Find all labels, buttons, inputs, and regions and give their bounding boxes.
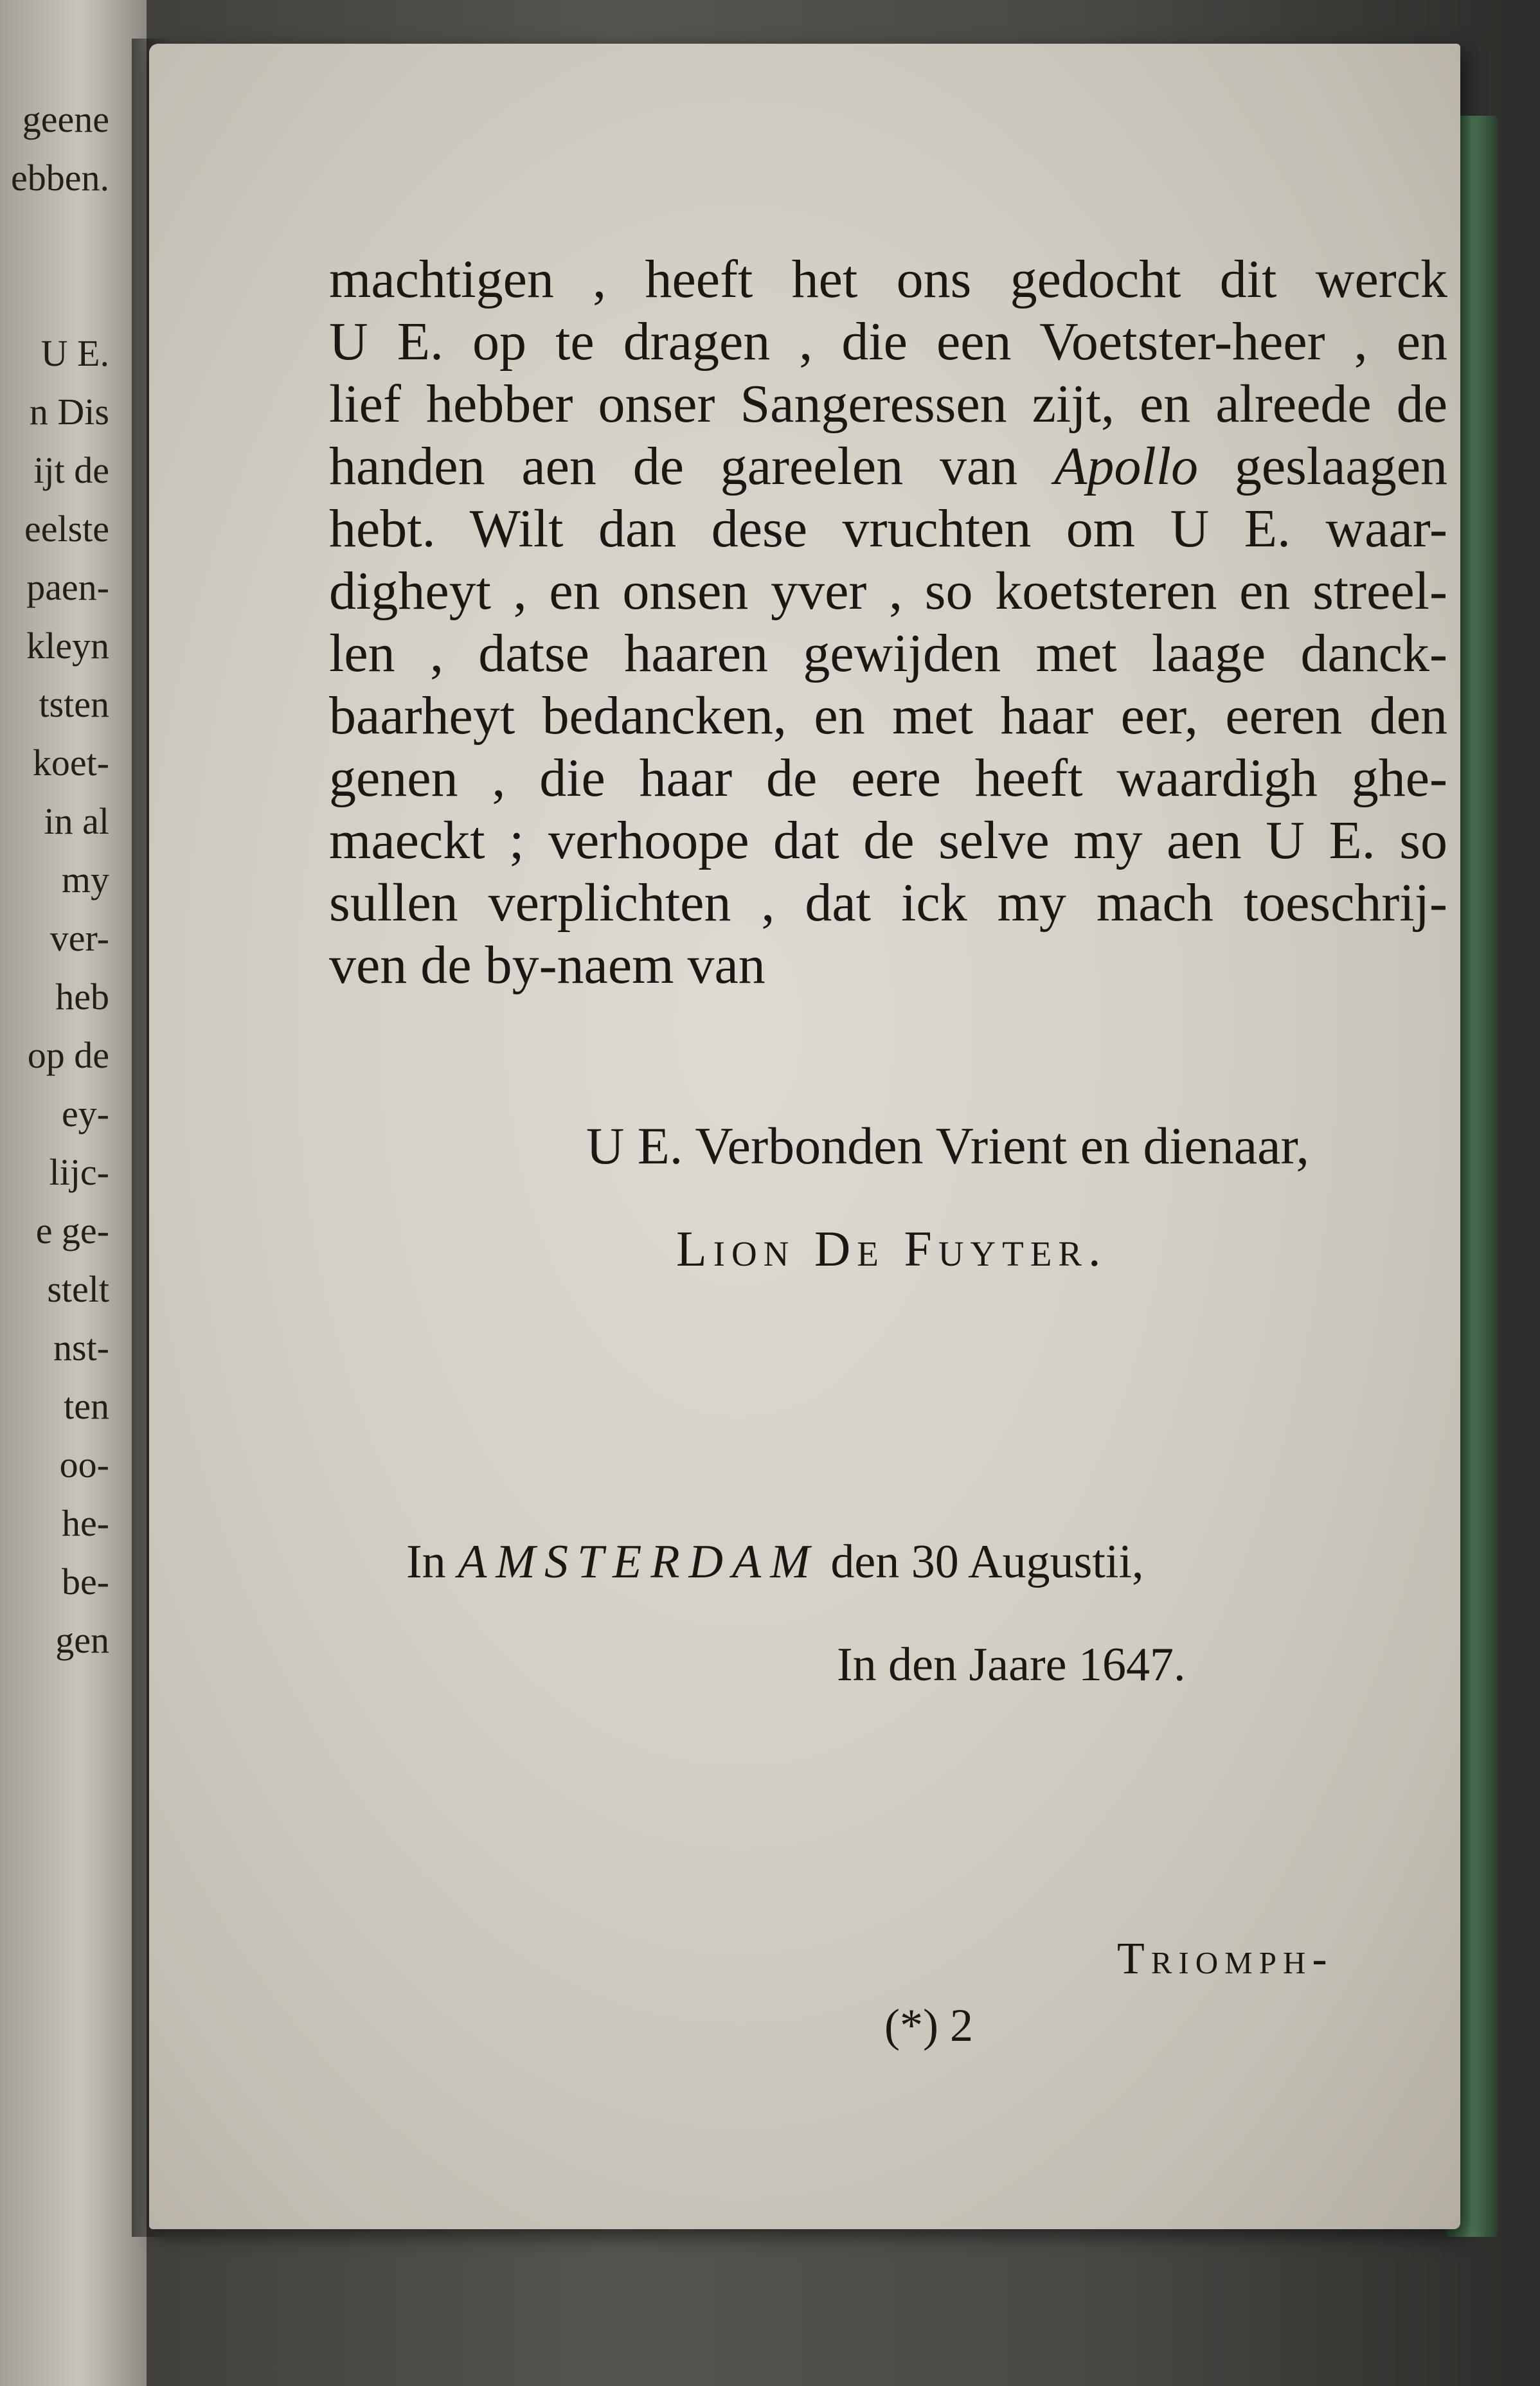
- text-line: sullen verplichten , dat ick my mach toeschrij-: [329, 873, 1447, 933]
- left-page-line: U E.: [40, 332, 109, 374]
- signature-mark: (*) 2: [884, 2000, 973, 2051]
- text-line: ven de by-naem van: [329, 935, 766, 995]
- author-name: Lion De Fuyter.: [676, 1221, 1107, 1277]
- left-page-line: [0, 207, 147, 265]
- left-page-line: ten: [64, 1385, 109, 1427]
- dedication-text: [329, 248, 1447, 996]
- italic-name: Apollo: [1054, 436, 1199, 496]
- left-page-line: [0, 265, 147, 324]
- left-page-line: geene: [22, 98, 109, 140]
- left-page-line: he-: [61, 1502, 109, 1544]
- left-page-line: ey-: [61, 1093, 109, 1135]
- left-page-line: kleyn: [26, 625, 109, 667]
- left-page-line: n Dis: [29, 391, 109, 433]
- text-line: machtigen , heeft het ons gedocht dit werck: [329, 249, 1447, 309]
- left-page-line: my: [61, 859, 109, 901]
- left-page-line: e ge-: [35, 1210, 109, 1251]
- left-page-line: lijc-: [49, 1151, 109, 1193]
- left-facing-page: [0, 0, 147, 2386]
- text-line: U E. op te dragen , die een Voetster-heer , en: [329, 312, 1447, 372]
- left-page-line: oo-: [59, 1444, 109, 1485]
- dateline-date: den 30 Augustii,: [830, 1536, 1144, 1588]
- place-name: AMSTERDAM: [458, 1536, 819, 1588]
- text-line: maeckt ; verhoope dat de selve my aen U E. so: [329, 811, 1447, 870]
- text-line: len , datse haaren gewijden met laage danck-: [329, 623, 1447, 683]
- text-line: digheyt , en onsen yver , so koetsteren en streel-: [329, 561, 1447, 621]
- text-line: genen , die haar de eere heeft waardigh ghe-: [329, 748, 1447, 808]
- left-page-line: be-: [61, 1561, 109, 1602]
- left-page-line: heb: [55, 976, 109, 1018]
- text-line: baarheyt bedancken, en met haar eer, eeren den: [329, 686, 1447, 746]
- left-page-line: stelt: [47, 1268, 109, 1310]
- dateline-year: In den Jaare 1647.: [837, 1638, 1186, 1691]
- text-line: handen aen de gareelen van Apollo geslaagen: [329, 436, 1447, 496]
- text-line: hebt. Wilt dan dese vruchten om U E. waar-: [329, 499, 1447, 559]
- printed-page: [149, 44, 1460, 2229]
- left-page-line: eelste: [24, 508, 109, 550]
- left-page-line: op de: [27, 1034, 109, 1076]
- left-page-line: gen: [55, 1619, 109, 1661]
- left-page-line: nst-: [53, 1327, 109, 1368]
- dateline: [406, 1535, 1144, 1590]
- left-page-line: ijt de: [33, 449, 109, 491]
- left-page-line: ebben.: [11, 157, 109, 199]
- left-page-line: ver-: [49, 917, 109, 959]
- left-page-line: tsten: [39, 683, 109, 725]
- left-page-line: in al: [44, 800, 109, 842]
- catchword: Triomph-: [1117, 1934, 1334, 1984]
- left-page-line: koet-: [32, 742, 109, 784]
- dateline-prefix: In: [406, 1536, 446, 1588]
- text-line: lief hebber onser Sangeressen zijt, en alreede de: [329, 374, 1447, 434]
- left-page-line: paen-: [26, 566, 109, 608]
- closing-signature: U E. Verbonden Vrient en dienaar,: [586, 1117, 1310, 1175]
